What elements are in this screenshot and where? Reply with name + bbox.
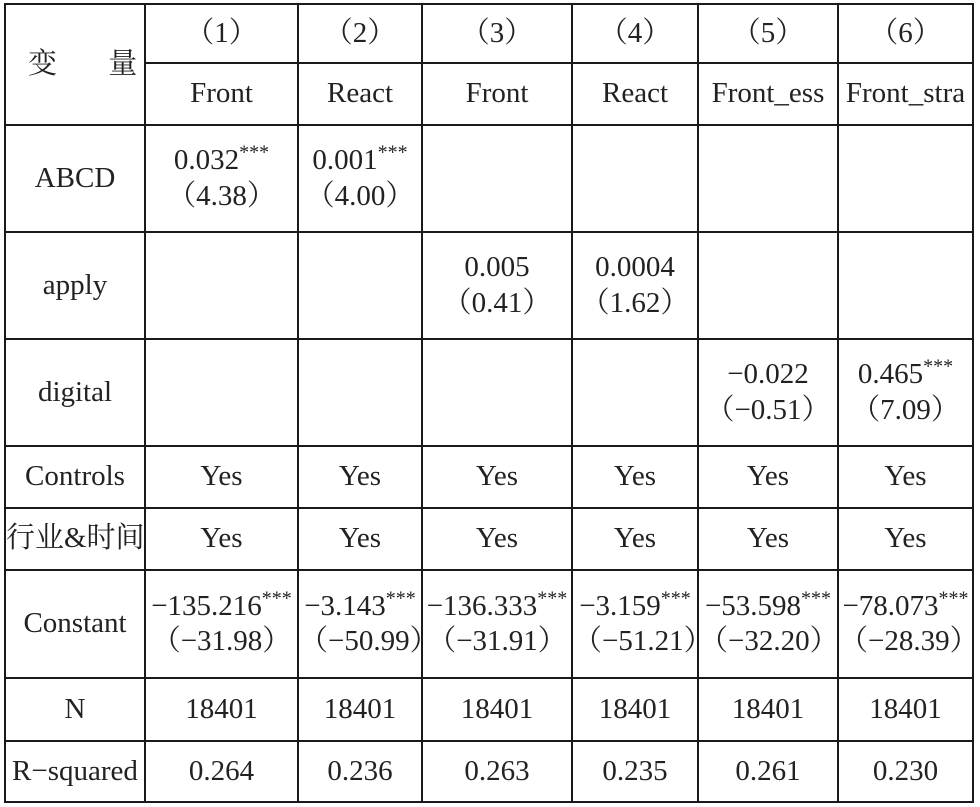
coef-value: 0.465: [857, 358, 924, 391]
coef-value: −3.159: [579, 589, 661, 622]
coef-cell: [145, 570, 298, 678]
t-stat: （0.41）: [442, 286, 552, 319]
r-squared-value: 0.263: [422, 741, 572, 802]
constant-row: [5, 570, 973, 678]
coef-cell: [698, 232, 838, 339]
fixed-effects-value: Yes: [145, 508, 298, 570]
coef-value: −53.598: [704, 589, 802, 622]
significance-stars: ***: [660, 586, 691, 609]
coef-value: −0.022: [727, 358, 809, 391]
coef-cell: [145, 232, 298, 339]
dependent-variable: React: [298, 63, 422, 125]
coef-cell: [572, 232, 698, 339]
controls-value: Yes: [298, 446, 422, 508]
coef-cell: [698, 570, 838, 678]
t-stat: （−0.51）: [705, 393, 831, 426]
observations-value: 18401: [298, 678, 422, 741]
row-label: Constant: [5, 570, 145, 678]
t-stat: （−31.91）: [427, 625, 567, 657]
t-stat: （7.09）: [851, 393, 960, 426]
coef-cell: [145, 339, 298, 446]
variable-header: 变 量: [5, 4, 145, 125]
controls-value: Yes: [838, 446, 973, 508]
significance-stars: ***: [537, 586, 568, 609]
observations-value: 18401: [145, 678, 298, 741]
coef-value: −3.143: [304, 589, 386, 622]
coef-cell: [838, 339, 973, 446]
t-stat: （−28.39）: [839, 625, 979, 657]
coef-cell: [838, 125, 973, 232]
controls-value: Yes: [145, 446, 298, 508]
coef-cell: [698, 125, 838, 232]
coef-value: 0.0004: [595, 251, 675, 284]
significance-stars: ***: [801, 586, 832, 609]
row-label: 行业&时间: [5, 508, 145, 570]
coef-cell: [838, 232, 973, 339]
model-number-row: [5, 4, 973, 63]
significance-stars: ***: [923, 355, 954, 378]
coef-cell: [298, 125, 422, 232]
dependent-variable: Front: [422, 63, 572, 125]
coef-value: 0.005: [464, 251, 530, 284]
controls-row: [5, 446, 973, 508]
t-stat: （−51.21）: [573, 625, 713, 657]
observations-value: 18401: [838, 678, 973, 741]
r-squared-value: 0.261: [698, 741, 838, 802]
observations-value: 18401: [572, 678, 698, 741]
observations-value: 18401: [698, 678, 838, 741]
coefficient-row-digital: [5, 339, 973, 446]
significance-stars: ***: [385, 586, 416, 609]
significance-stars: ***: [938, 586, 969, 609]
fixed-effects-value: Yes: [298, 508, 422, 570]
r-squared-value: 0.236: [298, 741, 422, 802]
coef-cell: [298, 339, 422, 446]
row-label: N: [5, 678, 145, 741]
regression-table: [4, 3, 979, 803]
coef-value: 0.001: [312, 144, 378, 177]
dependent-variable: React: [572, 63, 698, 125]
significance-stars: ***: [261, 586, 292, 609]
dependent-variable: Front: [145, 63, 298, 125]
row-label: R−squared: [5, 741, 145, 802]
coef-cell: [422, 232, 572, 339]
observations-row: [5, 678, 973, 741]
coef-value: −78.073: [842, 589, 939, 622]
r-squared-value: 0.264: [145, 741, 298, 802]
coef-cell: [572, 339, 698, 446]
controls-value: Yes: [698, 446, 838, 508]
model-number: （5）: [698, 4, 838, 63]
model-number: （6）: [838, 4, 973, 63]
coefficient-row-abcd: [5, 125, 973, 232]
coef-cell: [572, 570, 713, 678]
fixed-effects-row: [5, 508, 973, 570]
coef-cell: [145, 125, 298, 232]
coef-cell: [298, 570, 439, 678]
coef-cell: [422, 125, 572, 232]
row-label: digital: [5, 339, 145, 446]
model-number: （4）: [572, 4, 698, 63]
coefficient-row-apply: [5, 232, 973, 339]
model-number: （3）: [422, 4, 572, 63]
t-stat: （−32.20）: [699, 625, 839, 657]
row-label: Controls: [5, 446, 145, 508]
controls-value: Yes: [422, 446, 572, 508]
r-squared-value: 0.230: [838, 741, 973, 802]
significance-stars: ***: [239, 141, 270, 164]
fixed-effects-value: Yes: [572, 508, 698, 570]
observations-value: 18401: [422, 678, 572, 741]
t-stat: （1.62）: [580, 286, 690, 319]
fixed-effects-value: Yes: [838, 508, 973, 570]
model-number: （1）: [145, 4, 298, 63]
row-label: ABCD: [5, 125, 145, 232]
coef-cell: [838, 570, 979, 678]
controls-value: Yes: [572, 446, 698, 508]
t-stat: （−31.98）: [151, 625, 292, 657]
fixed-effects-value: Yes: [698, 508, 838, 570]
significance-stars: ***: [377, 141, 408, 164]
t-stat: （4.00）: [305, 179, 415, 212]
r-squared-value: 0.235: [572, 741, 698, 802]
model-number: （2）: [298, 4, 422, 63]
coef-cell: [698, 339, 838, 446]
coef-cell: [422, 339, 572, 446]
fixed-effects-value: Yes: [422, 508, 572, 570]
t-stat: （4.38）: [167, 179, 276, 212]
dependent-variable: Front_ess: [698, 63, 838, 125]
row-label: apply: [5, 232, 145, 339]
coef-cell: [422, 570, 572, 678]
r-squared-row: [5, 741, 973, 802]
coef-value: −136.333: [426, 589, 538, 622]
dependent-variable: Front_stra: [838, 63, 973, 125]
coef-value: −135.216: [151, 589, 262, 622]
t-stat: （−50.99）: [299, 625, 439, 657]
coef-cell: [572, 125, 698, 232]
coef-value: 0.032: [173, 144, 240, 177]
coef-cell: [298, 232, 422, 339]
